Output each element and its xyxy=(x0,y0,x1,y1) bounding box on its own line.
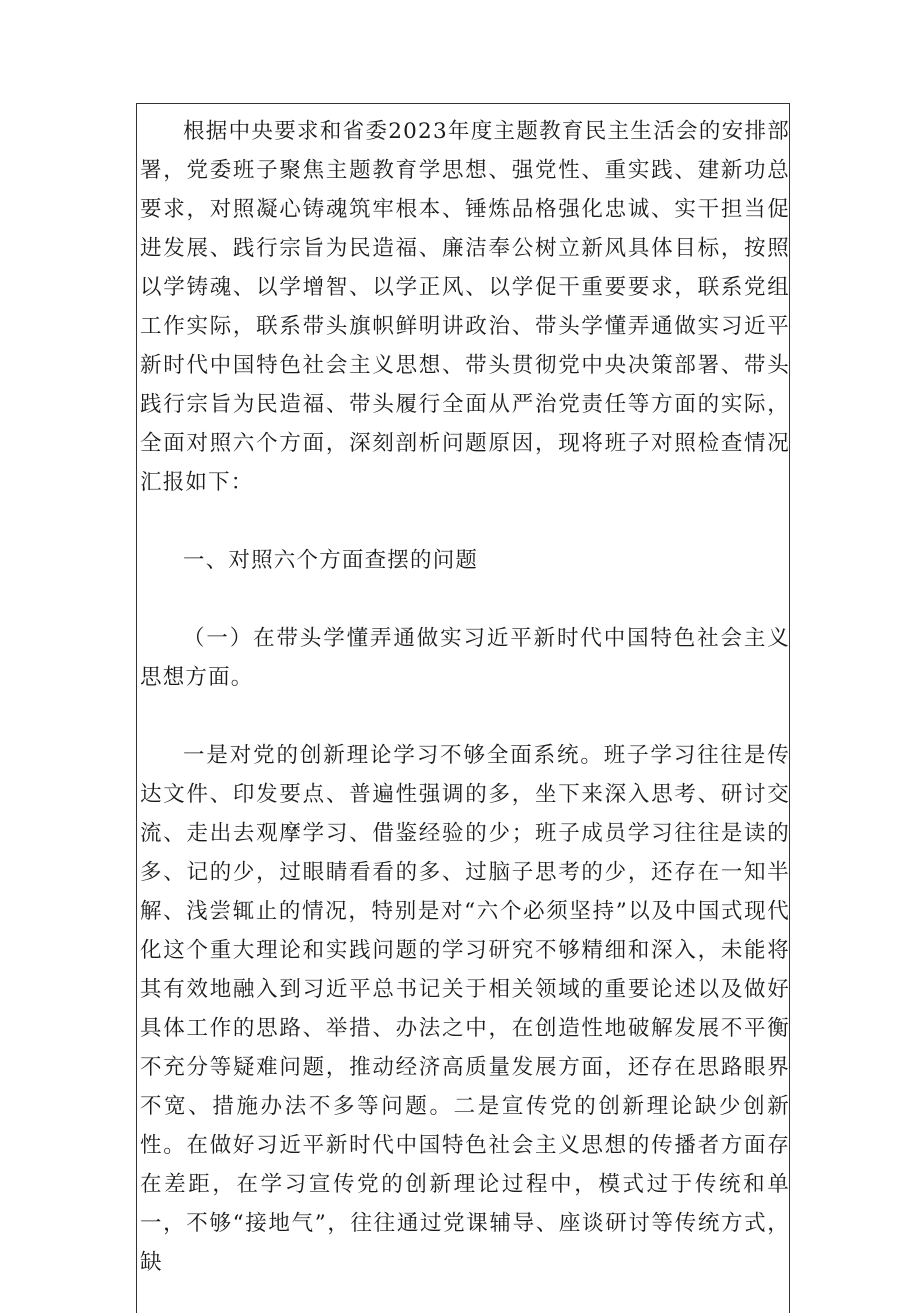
intro-paragraph: 根据中央要求和省委2023年度主题教育民主生活会的安排部署，党委班子聚焦主题教育学思想、强党性、重实践、建新功总要求，对照凝心铸魂筑牢根本、锤炼品格强化忠诚、实干担当促进发展、践行宗旨为民造福、廉洁奉公树立新风具体目标，按照以学铸魂、以学增智、以学正风、以学促干重要要求，联系党组工作实际，联系带头旗帜鲜明讲政治、带头学懂弄通做实习近平新时代中国特色社会主义思想、带头贯彻党中央决策部署、带头践行宗旨为民造福、带头履行全面从严治党责任等方面的实际，全面对照六个方面，深刻剖析问题原因，现将班子对照检查情况汇报如下： xyxy=(140,119,790,495)
subsection-heading: （一）在带头学懂弄通做实习近平新时代中国特色社会主义思想方面。 xyxy=(140,626,790,690)
body-paragraph: 一是对党的创新理论学习不够全面系统。班子学习往往是传达文件、印发要点、普遍性强调的多，坐下来深入思考、研讨交流、走出去观摩学习、借鉴经验的少；班子成员学习往往是读的多、记的少，过眼睛看看的多、过脑子思考的少，还存在一知半解、浅尝辄止的情况，特别是对“六个必须坚持”以及中国式现代化这个重大理论和实践问题的学习研究不够精细和深入，未能将其有效地融入到习近平总书记关于相关领域的重要论述以及做好具体工作的思路、举措、办法之中，在创造性地破解发展不平衡不充分等疑难问题，推动经济高质量发展方面，还存在思路眼界不宽、措施办法不多等问题。二是宣传党的创新理论缺少创新性。在做好习近平新时代中国特色社会主义思想的传播者方面存在差距，在学习宣传党的创新理论过程中，模式过于传统和单一，不够“接地气”，往往通过党课辅导、座谈研讨等传统方式，缺 xyxy=(140,743,790,1275)
paragraph-spacer xyxy=(140,502,790,541)
section-heading: 一、对照六个方面查摆的问题 xyxy=(183,548,479,573)
paragraph-spacer xyxy=(140,697,790,736)
paragraph-spacer xyxy=(140,580,790,619)
document-body xyxy=(140,112,790,1282)
